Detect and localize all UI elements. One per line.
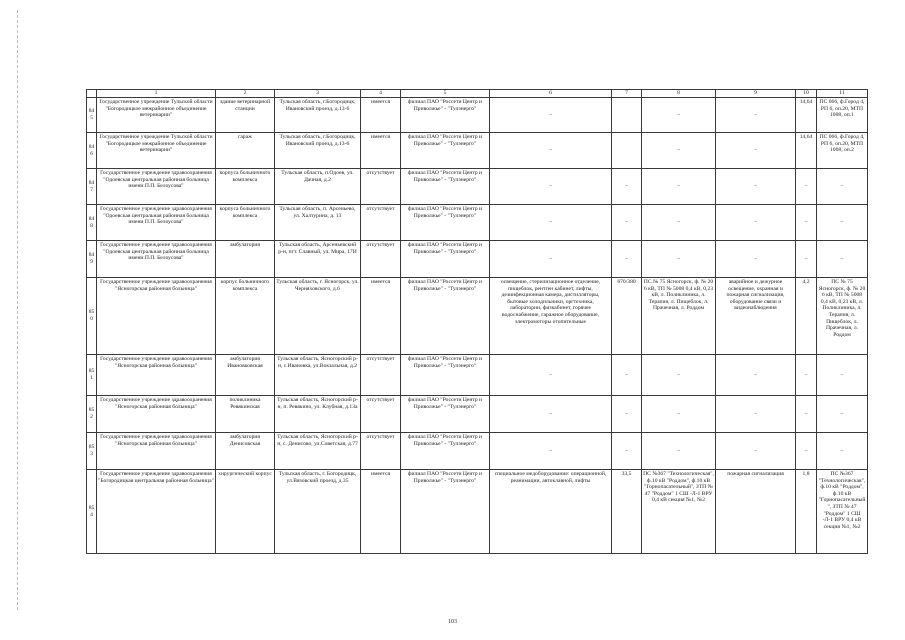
page-number: 103 <box>448 619 457 625</box>
power-cell: 670/380 <box>612 278 642 355</box>
row-number: 847 <box>87 169 97 205</box>
connection-cell: – <box>642 433 716 470</box>
table-row <box>87 355 868 396</box>
organization-cell: Государственное учреждение здравоохранения "Одоевская центральная районная больница имени П.П. Белоусова" <box>97 169 216 205</box>
equipment-cell: – <box>490 433 612 470</box>
supplier-cell: филиал ПАО "Россети Центр и Приволжье" - "Тулэнерго" <box>401 470 490 554</box>
power-cell: – <box>612 396 642 433</box>
load-cell: – <box>796 205 817 241</box>
source-cell: ПС 066, ф.Город 4, РП 6, оп.20, МТП 1008, оп.1 <box>817 98 868 133</box>
organization-cell: Государственное учреждение Тульской области "Богородицкое межрайонное объединение ветеринарии" <box>97 98 216 133</box>
row-number: 849 <box>87 241 97 278</box>
source-cell: – <box>817 433 868 470</box>
source-cell: – <box>817 355 868 396</box>
connection-cell: – <box>642 241 716 278</box>
table-row <box>87 133 868 169</box>
organization-cell: Государственное учреждение здравоохранения "Богородицкая центральная районная больница" <box>97 470 216 554</box>
header-cell: 7 <box>612 90 642 98</box>
organization-cell: Государственное учреждение здравоохранения "Одоевская центральная районная больница имени П.П. Белоусова" <box>97 241 216 278</box>
connection-cell: – <box>642 355 716 396</box>
object-cell: корпуса больничного комплекса <box>216 205 275 241</box>
organization-cell: Государственное учреждение здравоохранения "Ясногорская районная больница" <box>97 433 216 470</box>
load-cell: 14,64 <box>796 133 817 169</box>
load-cell: 4,2 <box>796 278 817 355</box>
address-cell: Тульская область, г. Богородицк, ул.Вязовский проезд, д.35 <box>275 470 361 554</box>
source-cell: – <box>817 396 868 433</box>
row-number: 854 <box>87 470 97 554</box>
organization-cell: Государственное учреждение Тульской области "Богородицкое межрайонное объединение ветеринарии" <box>97 133 216 169</box>
object-cell: гараж <box>216 133 275 169</box>
address-cell: Тульская область, Ясногорский р-н, п. Ревякино, ул. Клубная, д.13а <box>275 396 361 433</box>
object-cell: амбулатория Денисовская <box>216 433 275 470</box>
supplier-cell: филиал ПАО "Россети Центр и Приволжье" - "Тулэнерго" <box>401 433 490 470</box>
address-cell: Тульская область, Ясногорский р-н, с.Ивановка, ул.Вокзальная, д.2 <box>275 355 361 396</box>
supplier-cell: филиал ПАО "Россети Центр и Приволжье" - "Тулэнерго" <box>401 205 490 241</box>
systems-cell: пожарная сигнализация <box>716 470 796 554</box>
supplier-cell: филиал ПАО "Россети Центр и Приволжье" - "Тулэнерго" <box>401 278 490 355</box>
header-cell: 8 <box>642 90 716 98</box>
organization-cell: Государственное учреждение здравоохранения "Ясногорская районная больница" <box>97 278 216 355</box>
address-cell: Тульская область, Ясногорский р-н, с. Денисово, ул.Советская, д.77 <box>275 433 361 470</box>
table-row <box>87 98 868 133</box>
connection-cell: – <box>642 98 716 133</box>
address-cell: Тульская область, Арсеньевский р-н, пгт. Славный, ул. Мира, 17И <box>275 241 361 278</box>
header-cell: 5 <box>401 90 490 98</box>
power-cell: – <box>612 169 642 205</box>
row-number: 852 <box>87 396 97 433</box>
power-cell <box>612 98 642 133</box>
equipment-cell: – <box>490 98 612 133</box>
row-number: 845 <box>87 98 97 133</box>
connection-cell: ПС №367 "Технологическая", ф.10 кВ "Роддом", ф.10 кВ "Горнопасательный", ЗТП № 47 "Роддом" 1 СШ -Л-1 ВРУ 0,4 кВ секция №1, №2 <box>642 470 716 554</box>
object-cell: корпус больничного комплекса <box>216 278 275 355</box>
connection-cell: – <box>642 169 716 205</box>
supplier-cell: филиал ПАО "Россети Центр и Приволжье" - "Тулэнерго" <box>401 396 490 433</box>
presence-cell: отсутствует <box>361 169 401 205</box>
address-cell: Тульская область, п. Арсеньево, ул. Халтурина, д. 13 <box>275 205 361 241</box>
load-cell: 1,8 <box>796 470 817 554</box>
object-cell: здание ветеринарной станции <box>216 98 275 133</box>
header-cell: 9 <box>716 90 796 98</box>
systems-cell: – <box>716 241 796 278</box>
header-num-empty <box>87 90 97 98</box>
source-cell: – <box>817 241 868 278</box>
row-number: 850 <box>87 278 97 355</box>
connection-cell: – <box>642 396 716 433</box>
facilities-table <box>86 89 868 554</box>
address-cell: Тульская область, г.Богородицк, Ивановский проезд, д.13-6 <box>275 98 361 133</box>
equipment-cell: – <box>490 169 612 205</box>
power-cell: – <box>612 433 642 470</box>
header-cell: 3 <box>275 90 361 98</box>
presence-cell: отсутствует <box>361 205 401 241</box>
address-cell: Тульская область, п.Одоев, ул. Дачная, д.2 <box>275 169 361 205</box>
supplier-cell: филиал ПАО "Россети Центр и Приволжье" - "Тулэнерго" <box>401 169 490 205</box>
table-row <box>87 205 868 241</box>
table-row <box>87 241 868 278</box>
presence-cell: отсутствует <box>361 396 401 433</box>
organization-cell: Государственное учреждение здравоохранения "Ясногорская районная больница" <box>97 396 216 433</box>
column-number-row <box>87 90 868 98</box>
systems-cell: – <box>716 355 796 396</box>
presence-cell: имеется <box>361 278 401 355</box>
equipment-cell: – <box>490 241 612 278</box>
row-number: 848 <box>87 205 97 241</box>
presence-cell: имеется <box>361 98 401 133</box>
presence-cell: отсутствует <box>361 355 401 396</box>
equipment-cell: – <box>490 396 612 433</box>
organization-cell: Государственное учреждение здравоохранения "Ясногорская районная больница" <box>97 355 216 396</box>
power-cell: 33,5 <box>612 470 642 554</box>
header-cell: 2 <box>216 90 275 98</box>
object-cell: корпуса больничного комплекса <box>216 169 275 205</box>
presence-cell: отсутствует <box>361 241 401 278</box>
source-cell: ПС № 75 Ясногорск, ф. № 20 6 кВ, ТП № 5008 0,4 кВ, 0,23 кВ, л. Поликлиника, л. Терапия, л. Пищеблок, л. Прачечная, л. Роддом <box>817 278 868 355</box>
load-cell: – <box>796 433 817 470</box>
supplier-cell: филиал ПАО "Россети Центр и Приволжье" - "Тулэнерго" <box>401 98 490 133</box>
address-cell: Тульская область, г.Богородицк, Ивановский проезд, д.13-6 <box>275 133 361 169</box>
table-row <box>87 169 868 205</box>
table-row <box>87 396 868 433</box>
load-cell: – <box>796 169 817 205</box>
presence-cell: отсутствует <box>361 433 401 470</box>
organization-cell: Государственное учреждение здравоохранения "Одоевская центральная районная больница имени П.П. Белоусова" <box>97 205 216 241</box>
systems-cell: – <box>716 396 796 433</box>
source-cell: – <box>817 205 868 241</box>
power-cell: – <box>612 205 642 241</box>
source-cell: ПС 066, ф.Город 4, РП 6, оп.20, МТП 1008, оп.2 <box>817 133 868 169</box>
source-cell: – <box>817 169 868 205</box>
connection-cell: – <box>642 205 716 241</box>
power-cell <box>612 133 642 169</box>
table-row <box>87 433 868 470</box>
equipment-cell: – <box>490 355 612 396</box>
address-cell: Тульская область, г. Ясногорск, ул. Черняховского, д.6 <box>275 278 361 355</box>
object-cell: амбулатория <box>216 241 275 278</box>
header-cell: 11 <box>817 90 868 98</box>
load-cell: – <box>796 241 817 278</box>
power-cell: – <box>612 355 642 396</box>
binding-margin-line <box>17 10 18 610</box>
load-cell: – <box>796 355 817 396</box>
header-cell: 1 <box>97 90 216 98</box>
row-number: 851 <box>87 355 97 396</box>
equipment-cell: – <box>490 205 612 241</box>
header-cell: 6 <box>490 90 612 98</box>
systems-cell: – <box>716 133 796 169</box>
row-number: 853 <box>87 433 97 470</box>
supplier-cell: филиал ПАО "Россети Центр и Приволжье" - "Тулэнерго" <box>401 355 490 396</box>
load-cell: – <box>796 396 817 433</box>
presence-cell: имеется <box>361 470 401 554</box>
table-row <box>87 278 868 355</box>
equipment-cell: освещение, стерилизационное отделение, пищеблок, рентген кабинет, лифты, дезинфекционная камера, дистилляторы, бытовые холодильники, оргтехника, лаборатории, физкабинет, горячее водоснабжение, гаражное оборудование, электромоторы отопительные <box>490 278 612 355</box>
connection-cell: – <box>642 133 716 169</box>
equipment-cell: – <box>490 133 612 169</box>
equipment-cell: специальное медоборудование: операционной, реанимации, автоклавной, лифты <box>490 470 612 554</box>
row-number: 846 <box>87 133 97 169</box>
header-cell: 10 <box>796 90 817 98</box>
systems-cell: – <box>716 98 796 133</box>
systems-cell: – <box>716 205 796 241</box>
object-cell: хирургический корпус <box>216 470 275 554</box>
header-cell: 4 <box>361 90 401 98</box>
object-cell: амбулатория Ивановковская <box>216 355 275 396</box>
systems-cell: – <box>716 433 796 470</box>
supplier-cell: филиал ПАО "Россети Центр и Приволжье" - "Тулэнерго" <box>401 241 490 278</box>
load-cell: 14,64 <box>796 98 817 133</box>
presence-cell: имеется <box>361 133 401 169</box>
systems-cell: аварийное и дежурное освещение, охранная и пожарная сигнализация, оборудование связи и видеонаблюдения <box>716 278 796 355</box>
systems-cell: – <box>716 169 796 205</box>
connection-cell: ПС № 75 Ясногорск, ф. № 20 6 кВ, ТП № 5008 0,4 кВ, 0,23 кВ, л. Поликлиника, л. Терапия, л. Пищеблок, л. Прачечная, л. Роддом <box>642 278 716 355</box>
supplier-cell: филиал ПАО "Россети Центр и Приволжье" - "Тулэнерго" <box>401 133 490 169</box>
source-cell: ПС №367 "Технологическая", ф.10 кВ "Роддом", ф.10 кВ "Горнопасательный", ЗТП № 47 "Роддом" 1 СШ -Л-1 ВРУ 0,4 кВ секция №1, №2 <box>817 470 868 554</box>
object-cell: поликлиника Ревякинская <box>216 396 275 433</box>
power-cell: – <box>612 241 642 278</box>
table-row <box>87 470 868 554</box>
